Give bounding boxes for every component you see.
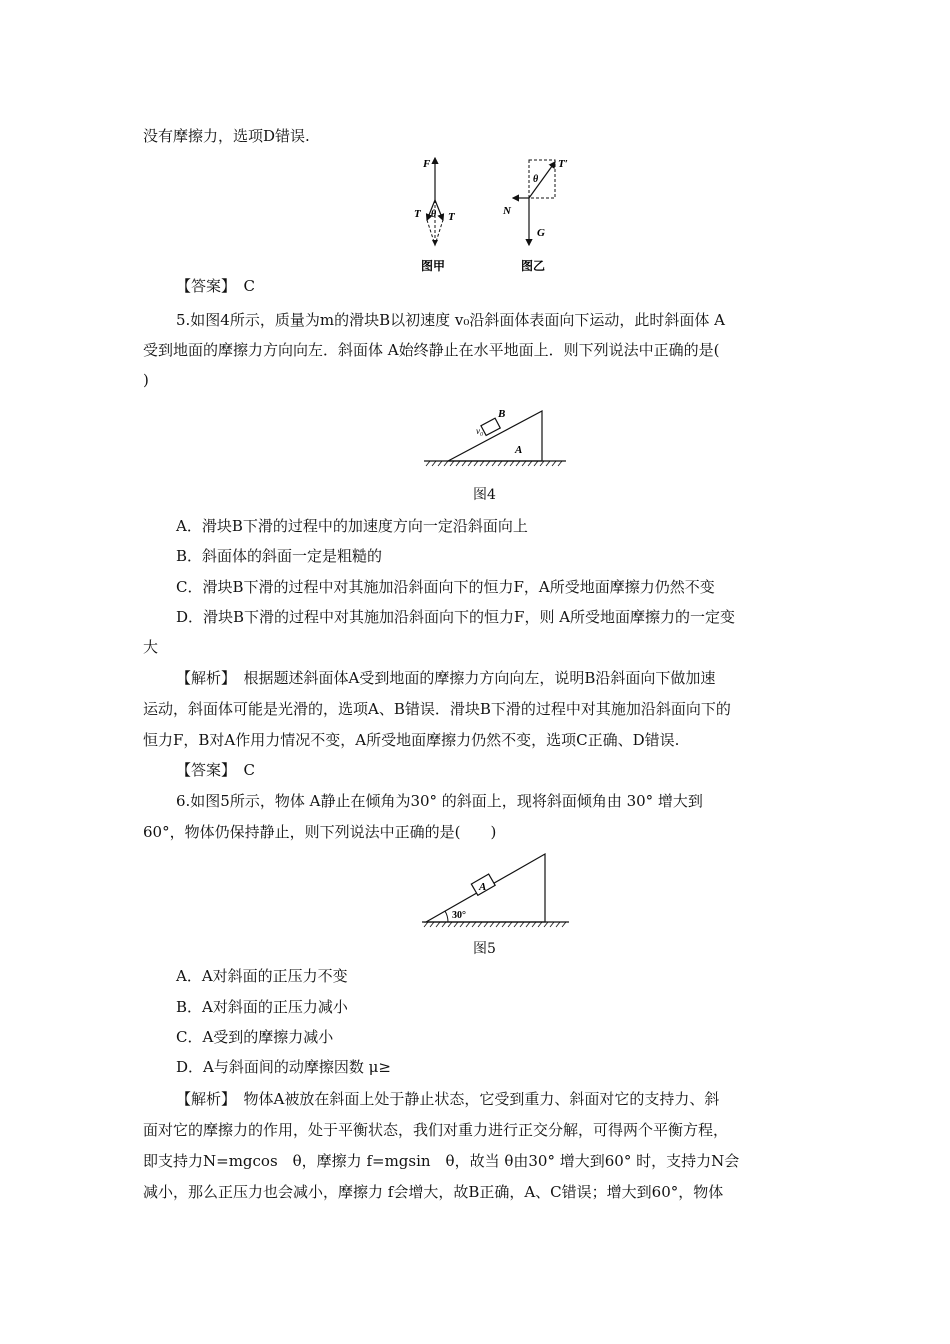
q6-option-a: A．A对斜面的正压力不变 — [176, 967, 348, 985]
q5-option-d: D．滑块B下滑的过程中对其施加沿斜面向下的恒力F，则 A所受地面摩擦力的一定变 — [176, 608, 736, 626]
q6-option-d: D．A与斜面间的动摩擦因数 μ≥ — [176, 1058, 391, 1076]
figure-5 — [418, 850, 573, 930]
figure-5-caption: 图5 — [473, 941, 496, 957]
q5-line-1: 5.如图4所示，质量为m的滑块B以初速度 v₀沿斜面体表面向下运动，此时斜面体 A — [176, 311, 725, 329]
q5-analysis-2: 运动，斜面体可能是光滑的，选项A、B错误．滑块B下滑的过程中对其施加沿斜面向下的 — [143, 700, 731, 718]
q5-option-a: A．滑块B下滑的过程中的加速度方向一定沿斜面向上 — [176, 517, 528, 535]
label-angle: 30° — [452, 910, 466, 921]
label-N: N — [503, 205, 511, 217]
caption-jia: 图甲 — [421, 259, 446, 273]
q5-answer: 【答案】 C — [176, 761, 255, 779]
figure-yi — [495, 150, 585, 275]
q6-option-b: B．A对斜面的正压力减小 — [176, 998, 348, 1016]
q5-line-2: 受到地面的摩擦力方向向左．斜面体 A始终静止在水平地面上．则下列说法中正确的是( — [143, 341, 720, 359]
q6-analysis-4: 减小，那么正压力也会减小，摩擦力 f会增大，故B正确，A、C错误；增大到60°，物体 — [143, 1183, 724, 1201]
label-T-right: T — [448, 211, 455, 223]
text-line: 没有摩擦力，选项D错误. — [143, 127, 310, 145]
q5-line-3: ) — [143, 371, 149, 389]
q5-option-d-cont: 大 — [143, 638, 159, 656]
label-B: B — [498, 408, 506, 420]
q5-analysis-3: 恒力F，B对A作用力情况不变，A所受地面摩擦力仍然不变，选项C正确、D错误. — [143, 731, 680, 749]
q6-analysis-1: 【解析】 物体A被放在斜面上处于静止状态，它受到重力、斜面对它的支持力、斜 — [176, 1090, 720, 1108]
label-theta2: θ — [533, 174, 539, 185]
label-theta: θ — [431, 209, 437, 220]
figure-4 — [420, 405, 570, 467]
label-T-left: T — [414, 208, 421, 220]
q6-option-c: C．A受到的摩擦力减小 — [176, 1028, 334, 1046]
q5-option-b: B．斜面体的斜面一定是粗糙的 — [176, 547, 383, 565]
label-A: A — [515, 444, 523, 456]
label-F: F — [423, 158, 431, 170]
caption-yi: 图乙 — [521, 259, 546, 273]
q6-line-2: 60°，物体仍保持静止，则下列说法中正确的是( ) — [143, 823, 497, 841]
block-B — [481, 418, 500, 435]
figure-jia — [405, 150, 475, 275]
label-G: G — [537, 227, 545, 239]
q6-analysis-3: 即支持力N=mgcos θ，摩擦力 f=mgsin θ，故当 θ由30° 增大到60° 时，支持力N会 — [143, 1152, 740, 1170]
q6-analysis-2: 面对它的摩擦力的作用，处于平衡状态，我们对重力进行正交分解，可得两个平衡方程， — [143, 1121, 729, 1139]
answer: 【答案】 C — [176, 277, 255, 295]
figure-4-caption: 图4 — [473, 487, 496, 503]
label-T-prime: T′ — [558, 158, 568, 170]
q5-option-c: C．滑块B下滑的过程中对其施加沿斜面向下的恒力F，A所受地面摩擦力仍然不变 — [176, 578, 715, 596]
q6-line-1: 6.如图5所示，物体 A静止在倾角为30° 的斜面上，现将斜面倾角由 30° 增大到 — [176, 792, 703, 810]
q5-analysis-1: 【解析】 根据题述斜面体A受到地面的摩擦力方向向左，说明B沿斜面向下做加速 — [176, 669, 716, 687]
label-A: A — [479, 881, 487, 893]
label-v0: v₀ — [476, 426, 484, 436]
